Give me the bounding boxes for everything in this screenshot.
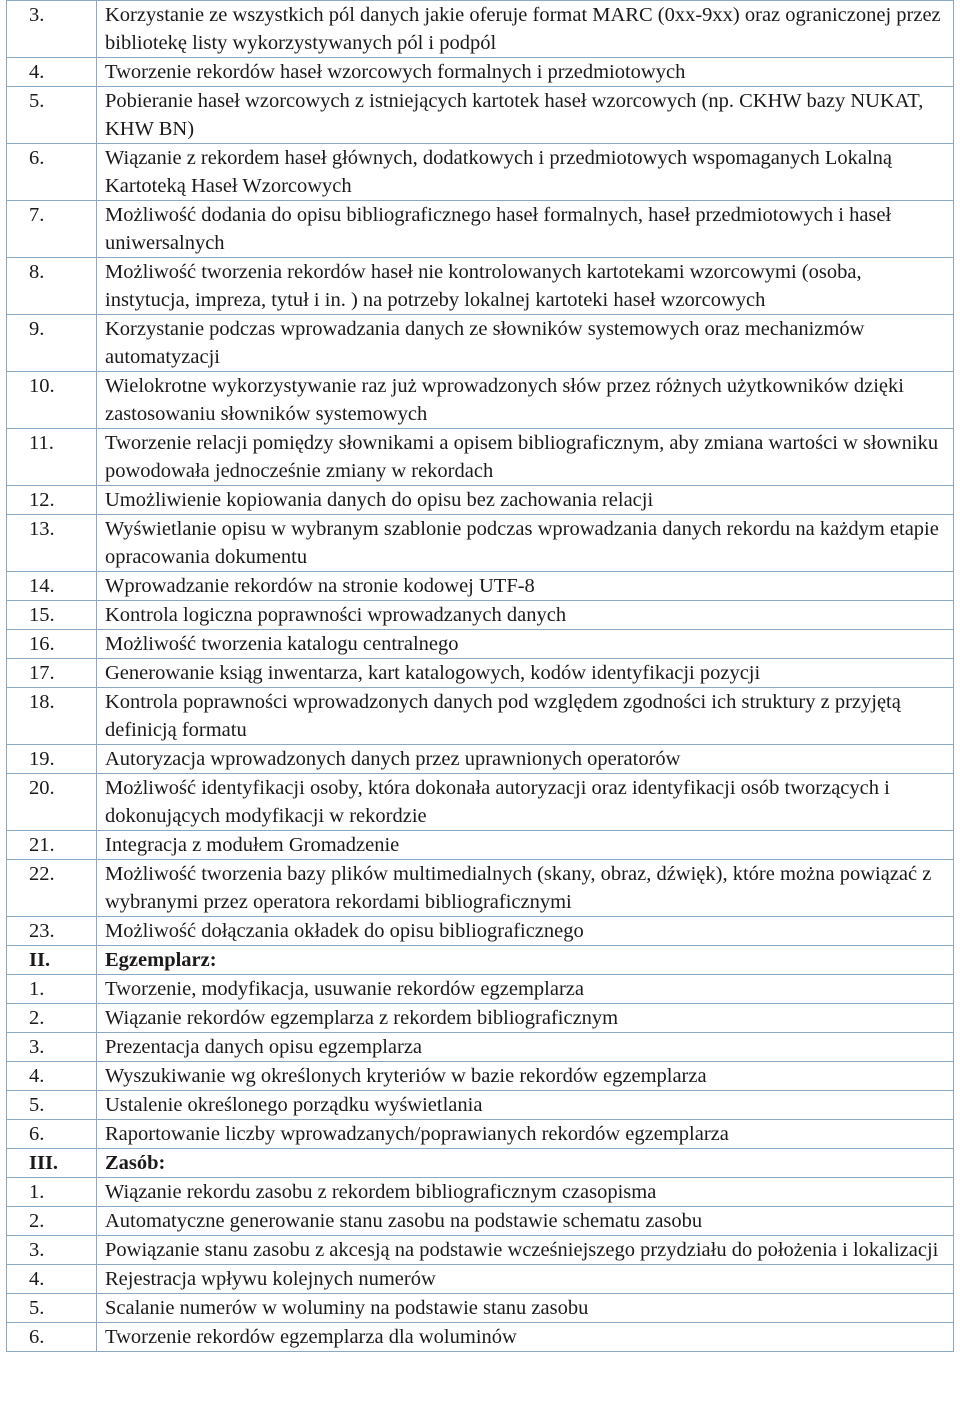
item-number: 6. <box>7 1120 97 1149</box>
table-row <box>7 1265 954 1294</box>
item-text: Ustalenie określonego porządku wyświetlania <box>97 1091 954 1120</box>
item-number: 3. <box>7 1236 97 1265</box>
table-row <box>7 258 954 315</box>
item-text: Możliwość dodania do opisu bibliograficznego haseł formalnych, haseł przedmiotowych i haseł uniwersalnych <box>97 201 954 258</box>
item-text: Możliwość identyfikacji osoby, która dokonała autoryzacji oraz identyfikacji osób tworzących i dokonujących modyfikacji w rekordzie <box>97 774 954 831</box>
item-text: Autoryzacja wprowadzonych danych przez uprawnionych operatorów <box>97 745 954 774</box>
item-number: III. <box>7 1149 97 1178</box>
item-number: 4. <box>7 1265 97 1294</box>
item-text: Korzystanie podczas wprowadzania danych ze słowników systemowych oraz mechanizmów automatyzacji <box>97 315 954 372</box>
table-row <box>7 831 954 860</box>
table-row <box>7 1004 954 1033</box>
item-number: 22. <box>7 860 97 917</box>
item-text: Prezentacja danych opisu egzemplarza <box>97 1033 954 1062</box>
item-number: 9. <box>7 315 97 372</box>
item-number: 5. <box>7 87 97 144</box>
table-row <box>7 601 954 630</box>
item-number: II. <box>7 946 97 975</box>
table-row <box>7 429 954 486</box>
table-row <box>7 630 954 659</box>
item-text: Powiązanie stanu zasobu z akcesją na podstawie wcześniejszego przydziału do położenia i lokalizacji <box>97 1236 954 1265</box>
table-row <box>7 1033 954 1062</box>
table-row <box>7 1178 954 1207</box>
item-number: 6. <box>7 1323 97 1352</box>
item-text: Automatyczne generowanie stanu zasobu na podstawie schematu zasobu <box>97 1207 954 1236</box>
item-number: 4. <box>7 1062 97 1091</box>
table-row <box>7 315 954 372</box>
item-text: Tworzenie rekordów egzemplarza dla woluminów <box>97 1323 954 1352</box>
table-row <box>7 1236 954 1265</box>
item-number: 21. <box>7 831 97 860</box>
table-row <box>7 745 954 774</box>
table-row <box>7 87 954 144</box>
item-number: 12. <box>7 486 97 515</box>
item-number: 10. <box>7 372 97 429</box>
item-number: 16. <box>7 630 97 659</box>
item-number: 20. <box>7 774 97 831</box>
item-number: 2. <box>7 1207 97 1236</box>
item-text: Wiązanie rekordów egzemplarza z rekordem bibliograficznym <box>97 1004 954 1033</box>
item-number: 1. <box>7 1178 97 1207</box>
table-row <box>7 659 954 688</box>
item-number: 19. <box>7 745 97 774</box>
table-row <box>7 975 954 1004</box>
item-number: 4. <box>7 58 97 87</box>
section-title: Egzemplarz: <box>97 946 954 975</box>
item-text: Możliwość tworzenia rekordów haseł nie kontrolowanych kartotekami wzorcowymi (osoba, instytucja, impreza, tytuł i in. ) na potrzeby lokalnej kartoteki haseł wzorcowych <box>97 258 954 315</box>
table-row <box>7 917 954 946</box>
section-header-row <box>7 1149 954 1178</box>
item-number: 3. <box>7 1033 97 1062</box>
table-row <box>7 372 954 429</box>
item-number: 8. <box>7 258 97 315</box>
requirements-table <box>6 0 954 1352</box>
item-text: Tworzenie relacji pomiędzy słownikami a opisem bibliograficznym, aby zmiana wartości w słowniku powodowała jednocześnie zmiany w rekordach <box>97 429 954 486</box>
item-number: 5. <box>7 1294 97 1323</box>
item-text: Wiązanie rekordu zasobu z rekordem bibliograficznym czasopisma <box>97 1178 954 1207</box>
table-row <box>7 860 954 917</box>
item-number: 11. <box>7 429 97 486</box>
item-number: 2. <box>7 1004 97 1033</box>
item-text: Generowanie ksiąg inwentarza, kart katalogowych, kodów identyfikacji pozycji <box>97 659 954 688</box>
item-text: Scalanie numerów w woluminy na podstawie stanu zasobu <box>97 1294 954 1323</box>
requirements-table-body <box>7 1 954 1352</box>
item-text: Kontrola poprawności wprowadzonych danych pod względem zgodności ich struktury z przyjętą definicją formatu <box>97 688 954 745</box>
item-text: Tworzenie rekordów haseł wzorcowych formalnych i przedmiotowych <box>97 58 954 87</box>
item-text: Rejestracja wpływu kolejnych numerów <box>97 1265 954 1294</box>
item-text: Umożliwienie kopiowania danych do opisu bez zachowania relacji <box>97 486 954 515</box>
table-row <box>7 1091 954 1120</box>
table-row <box>7 1294 954 1323</box>
item-number: 7. <box>7 201 97 258</box>
table-row <box>7 688 954 745</box>
item-number: 6. <box>7 144 97 201</box>
item-text: Wyszukiwanie wg określonych kryteriów w bazie rekordów egzemplarza <box>97 1062 954 1091</box>
table-row <box>7 572 954 601</box>
item-text: Możliwość tworzenia katalogu centralnego <box>97 630 954 659</box>
item-text: Integracja z modułem Gromadzenie <box>97 831 954 860</box>
item-text: Wielokrotne wykorzystywanie raz już wprowadzonych słów przez różnych użytkowników dzięki zastosowaniu słowników systemowych <box>97 372 954 429</box>
table-row <box>7 1120 954 1149</box>
item-text: Wprowadzanie rekordów na stronie kodowej UTF-8 <box>97 572 954 601</box>
item-number: 3. <box>7 1 97 58</box>
item-number: 1. <box>7 975 97 1004</box>
item-number: 15. <box>7 601 97 630</box>
item-number: 5. <box>7 1091 97 1120</box>
item-text: Możliwość tworzenia bazy plików multimedialnych (skany, obraz, dźwięk), które można powiązać z wybranymi przez operatora rekordami bibliograficznymi <box>97 860 954 917</box>
item-text: Pobieranie haseł wzorcowych z istniejących kartotek haseł wzorcowych (np. CKHW bazy NUKAT, KHW BN) <box>97 87 954 144</box>
item-text: Korzystanie ze wszystkich pól danych jakie oferuje format MARC (0xx-9xx) oraz ograniczonej przez bibliotekę listy wykorzystywanych pól i podpól <box>97 1 954 58</box>
item-number: 23. <box>7 917 97 946</box>
item-number: 18. <box>7 688 97 745</box>
item-text: Raportowanie liczby wprowadzanych/poprawianych rekordów egzemplarza <box>97 1120 954 1149</box>
item-text: Wiązanie z rekordem haseł głównych, dodatkowych i przedmiotowych wspomaganych Lokalną Kartoteką Haseł Wzorcowych <box>97 144 954 201</box>
table-row <box>7 486 954 515</box>
item-text: Kontrola logiczna poprawności wprowadzanych danych <box>97 601 954 630</box>
table-row <box>7 1062 954 1091</box>
table-row <box>7 1207 954 1236</box>
table-row <box>7 515 954 572</box>
item-text: Wyświetlanie opisu w wybranym szablonie podczas wprowadzania danych rekordu na każdym etapie opracowania dokumentu <box>97 515 954 572</box>
table-row <box>7 774 954 831</box>
item-number: 14. <box>7 572 97 601</box>
table-row <box>7 58 954 87</box>
item-text: Możliwość dołączania okładek do opisu bibliograficznego <box>97 917 954 946</box>
section-header-row <box>7 946 954 975</box>
item-number: 17. <box>7 659 97 688</box>
table-row <box>7 201 954 258</box>
table-row <box>7 1 954 58</box>
table-row <box>7 1323 954 1352</box>
item-number: 13. <box>7 515 97 572</box>
table-row <box>7 144 954 201</box>
item-text: Tworzenie, modyfikacja, usuwanie rekordów egzemplarza <box>97 975 954 1004</box>
section-title: Zasób: <box>97 1149 954 1178</box>
